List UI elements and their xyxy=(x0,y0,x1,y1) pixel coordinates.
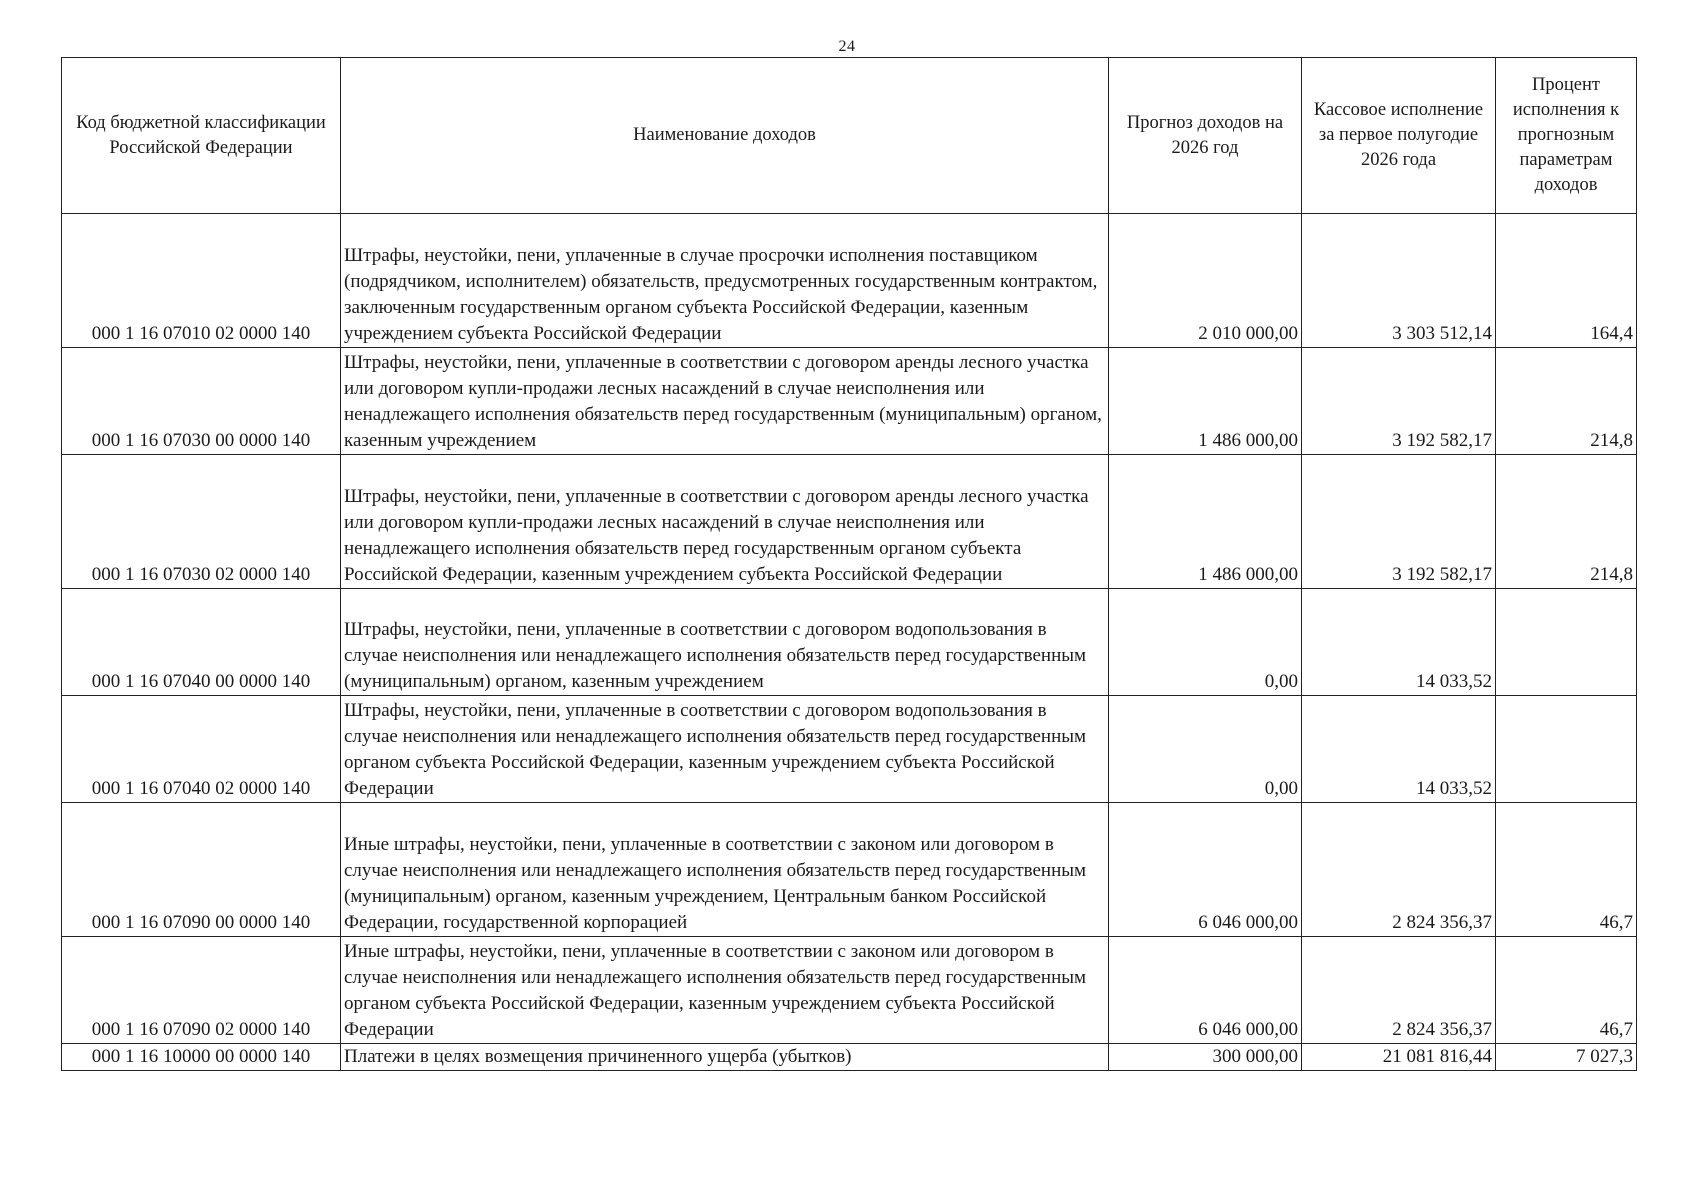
row-code: 000 1 16 07030 00 0000 140 xyxy=(62,348,341,455)
row-actual: 3 192 582,17 xyxy=(1302,455,1496,589)
row-name: Платежи в целях возмещения причиненного ущерба (убытков) xyxy=(341,1044,1109,1071)
table-row xyxy=(62,803,1637,937)
header-percent: Процент исполнения к прогнозным параметрам доходов xyxy=(1496,58,1637,214)
table-row xyxy=(62,214,1637,348)
row-forecast: 6 046 000,00 xyxy=(1109,803,1302,937)
row-actual: 14 033,52 xyxy=(1302,589,1496,696)
table-row xyxy=(62,696,1637,803)
page-number: 24 xyxy=(838,38,856,55)
row-forecast: 1 486 000,00 xyxy=(1109,348,1302,455)
row-code: 000 1 16 07090 00 0000 140 xyxy=(62,803,341,937)
row-code: 000 1 16 10000 00 0000 140 xyxy=(62,1044,341,1071)
row-forecast: 0,00 xyxy=(1109,589,1302,696)
table-row xyxy=(62,455,1637,589)
row-name: Штрафы, неустойки, пени, уплаченные в соответствии с договором аренды лесного участка или договором купли-продажи лесных насаждений в случае неисполнения или ненадлежащего исполнения обязательств перед государственным (муниципальным) органом, казенным учреждением xyxy=(341,348,1109,455)
row-name: Штрафы, неустойки, пени, уплаченные в соответствии с договором водопользования в случае неисполнения или ненадлежащего исполнения обязательств перед государственным органом субъекта Российской Федерации, казенным учреждением субъекта Российской Федерации xyxy=(341,696,1109,803)
row-percent: 164,4 xyxy=(1496,214,1637,348)
row-actual: 2 824 356,37 xyxy=(1302,803,1496,937)
table-row xyxy=(62,348,1637,455)
table-row xyxy=(62,589,1637,696)
table-row xyxy=(62,937,1637,1044)
row-percent: 7 027,3 xyxy=(1496,1044,1637,1071)
row-forecast: 2 010 000,00 xyxy=(1109,214,1302,348)
row-code: 000 1 16 07090 02 0000 140 xyxy=(62,937,341,1044)
revenue-table xyxy=(61,57,1637,1071)
row-percent: 46,7 xyxy=(1496,937,1637,1044)
row-name: Иные штрафы, неустойки, пени, уплаченные в соответствии с законом или договором в случае неисполнения или ненадлежащего исполнения обязательств перед государственным (муниципальным) органом, казенным учреждением, Центральным банком Российской Федерации, государственной корпорацией xyxy=(341,803,1109,937)
row-name: Штрафы, неустойки, пени, уплаченные в соответствии с договором аренды лесного участка или договором купли-продажи лесных насаждений в случае неисполнения или ненадлежащего исполнения обязательств перед государственным органом субъекта Российской Федерации, казенным учреждением субъекта Российской Федерации xyxy=(341,455,1109,589)
header-name: Наименование доходов xyxy=(341,58,1109,214)
row-actual: 3 303 512,14 xyxy=(1302,214,1496,348)
row-forecast: 0,00 xyxy=(1109,696,1302,803)
row-forecast: 6 046 000,00 xyxy=(1109,937,1302,1044)
row-name: Штрафы, неустойки, пени, уплаченные в соответствии с договором водопользования в случае неисполнения или ненадлежащего исполнения обязательств перед государственным (муниципальным) органом, казенным учреждением xyxy=(341,589,1109,696)
header-actual: Кассовое исполнение за первое полугодие 2026 года xyxy=(1302,58,1496,214)
header-code: Код бюджетной классификации Российской Федерации xyxy=(62,58,341,214)
row-actual: 21 081 816,44 xyxy=(1302,1044,1496,1071)
row-percent xyxy=(1496,696,1637,803)
header-forecast: Прогноз доходов на 2026 год xyxy=(1109,58,1302,214)
row-percent xyxy=(1496,589,1637,696)
row-percent: 214,8 xyxy=(1496,348,1637,455)
row-code: 000 1 16 07040 00 0000 140 xyxy=(62,589,341,696)
row-percent: 214,8 xyxy=(1496,455,1637,589)
row-forecast: 1 486 000,00 xyxy=(1109,455,1302,589)
row-actual: 14 033,52 xyxy=(1302,696,1496,803)
table-header-row xyxy=(62,58,1637,214)
row-code: 000 1 16 07030 02 0000 140 xyxy=(62,455,341,589)
row-percent: 46,7 xyxy=(1496,803,1637,937)
row-name: Штрафы, неустойки, пени, уплаченные в случае просрочки исполнения поставщиком (подрядчиком, исполнителем) обязательств, предусмотренных государственным контрактом, заключенным государственным органом субъекта Российской Федерации, казенным учреждением субъекта Российской Федерации xyxy=(341,214,1109,348)
row-actual: 3 192 582,17 xyxy=(1302,348,1496,455)
table-row xyxy=(62,1044,1637,1071)
row-code: 000 1 16 07040 02 0000 140 xyxy=(62,696,341,803)
row-code: 000 1 16 07010 02 0000 140 xyxy=(62,214,341,348)
row-name: Иные штрафы, неустойки, пени, уплаченные в соответствии с законом или договором в случае неисполнения или ненадлежащего исполнения обязательств перед государственным органом субъекта Российской Федерации, казенным учреждением субъекта Российской Федерации xyxy=(341,937,1109,1044)
row-actual: 2 824 356,37 xyxy=(1302,937,1496,1044)
row-forecast: 300 000,00 xyxy=(1109,1044,1302,1071)
